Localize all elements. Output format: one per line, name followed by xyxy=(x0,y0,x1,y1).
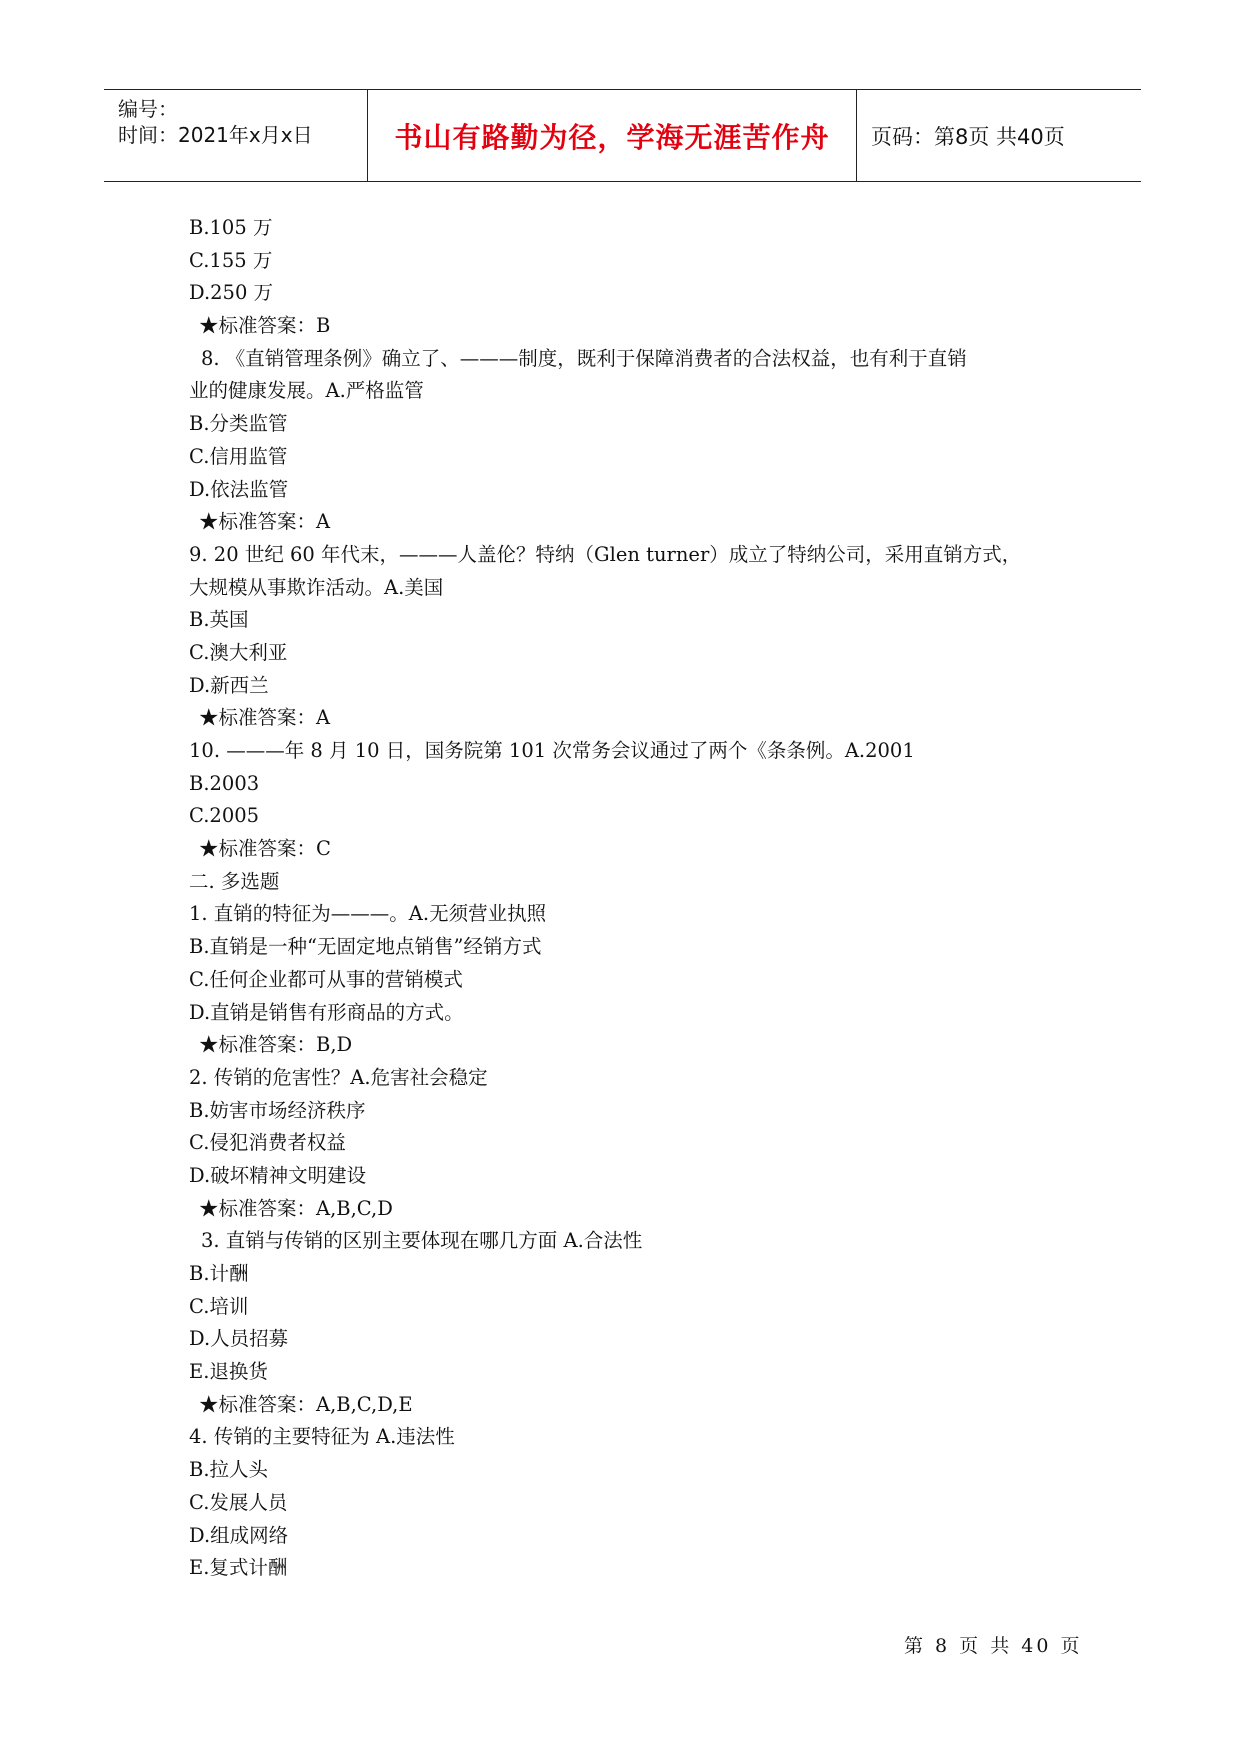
question-line: 业的健康发展。A.严格监管 xyxy=(189,379,424,403)
header-meta-cell xyxy=(104,90,368,181)
option-line: C.信用监管 xyxy=(189,444,288,468)
document-body xyxy=(189,212,1069,1585)
option-line: E.复式计酬 xyxy=(189,1556,288,1580)
section-heading: 二. 多选题 xyxy=(189,869,280,893)
option-line: D.依法监管 xyxy=(189,477,289,501)
document-number-label: 编号： xyxy=(118,97,178,121)
option-line: D.250 万 xyxy=(189,281,274,305)
option-line: B.拉人头 xyxy=(189,1458,269,1482)
option-line: B.分类监管 xyxy=(189,412,288,436)
question-line: 大规模从事欺诈活动。A.美国 xyxy=(189,575,444,599)
option-line: C.培训 xyxy=(189,1294,249,1318)
header-motto-cell xyxy=(368,90,857,181)
option-line: C.澳大利亚 xyxy=(189,640,288,664)
option-line: C.侵犯消费者权益 xyxy=(189,1131,346,1155)
header-page-cell xyxy=(857,90,1141,181)
standard-answer: ★标准答案：A xyxy=(199,510,331,534)
option-line: B.直销是一种“无固定地点销售”经销方式 xyxy=(189,935,542,959)
option-line: D.直销是销售有形商品的方式。 xyxy=(189,1000,464,1024)
question-line: 4. 传销的主要特征为 A.违法性 xyxy=(189,1425,455,1449)
option-line: B.妨害市场经济秩序 xyxy=(189,1098,366,1122)
option-line: D.新西兰 xyxy=(189,673,269,697)
standard-answer: ★标准答案：B,D xyxy=(199,1033,353,1057)
question-line: 3. 直销与传销的区别主要体现在哪几方面 A.合法性 xyxy=(201,1229,643,1253)
option-line: C.2005 xyxy=(189,804,260,828)
question-line: 1. 直销的特征为———。A.无须营业执照 xyxy=(189,902,547,926)
question-line: 2. 传销的危害性？A.危害社会稳定 xyxy=(189,1065,488,1089)
option-line: C.发展人员 xyxy=(189,1490,288,1514)
standard-answer: ★标准答案：B xyxy=(199,314,331,338)
option-line: C.155 万 xyxy=(189,248,273,272)
option-line: C.任何企业都可从事的营销模式 xyxy=(189,967,463,991)
standard-answer: ★标准答案：A,B,C,D,E xyxy=(199,1392,413,1416)
option-line: D.组成网络 xyxy=(189,1523,289,1547)
option-line: B.计酬 xyxy=(189,1262,249,1285)
option-line: B.英国 xyxy=(189,608,249,632)
option-line: B.105 万 xyxy=(189,216,273,239)
page-footer: 第 8 页 共 40 页 xyxy=(904,1635,1083,1657)
option-line: B.2003 xyxy=(189,771,260,795)
option-line: D.破坏精神文明建设 xyxy=(189,1163,367,1187)
document-time-label: 时间：2021年x月x日 xyxy=(118,123,313,147)
option-line: E.退换货 xyxy=(189,1360,268,1384)
standard-answer: ★标准答案：A xyxy=(199,706,331,730)
question-line: 10. ———年 8 月 10 日，国务院第 101 次常务会议通过了两个《条条例。A.2001 xyxy=(189,739,915,762)
question-line: 8. 《直销管理条例》确立了、———制度，既利于保障消费者的合法权益，也有利于直销 xyxy=(201,346,967,370)
header-motto: 书山有路勤为径，学海无涯苦作舟 xyxy=(394,120,830,154)
option-line: D.人员招募 xyxy=(189,1327,289,1351)
standard-answer: ★标准答案：A,B,C,D xyxy=(199,1196,393,1220)
header-page-label: 页码：第8页 共40页 xyxy=(871,124,1065,149)
standard-answer: ★标准答案：C xyxy=(199,837,331,861)
page-header xyxy=(104,89,1141,182)
question-line: 9. 20 世纪 60 年代末，———人盖伦？特纳（Glen turner）成立了特纳公司，采用直销方式， xyxy=(189,542,1022,566)
